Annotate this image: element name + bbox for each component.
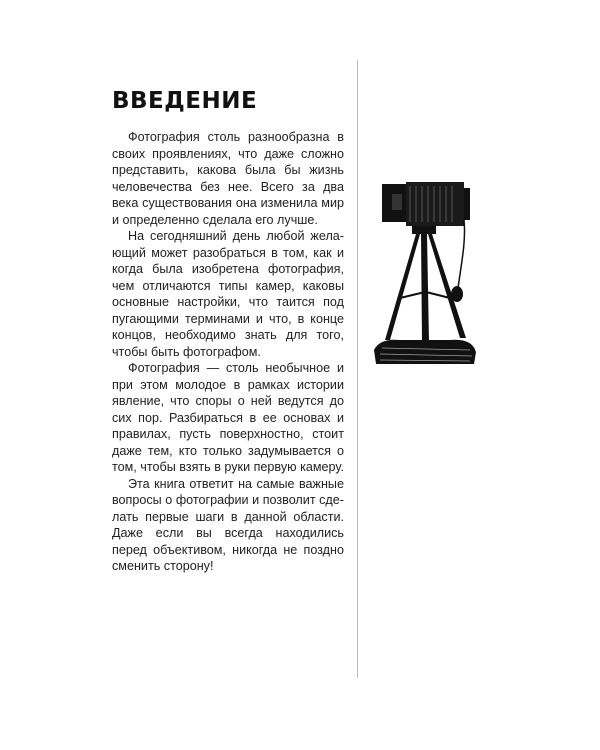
chapter-title: ВВЕДЕНИЕ [112, 88, 258, 114]
body-text [112, 129, 344, 575]
vintage-camera-on-tripod-icon [370, 180, 480, 370]
paragraph-4: Эта книга ответит на самые важные вопросы о фотографии и позволит сделать первые шаги в данной области. Даже если вы всегда находились перед объективом, никогда не поздно сменить сторону! [112, 476, 344, 573]
paragraph-2: На сегодняшний день любой желающий может разобраться в том, как и когда была изобретена фотография, чем отличаются типы камер, каковы основные настройки, что таится под пугающими терминами и что, в конце концов, необходимо знать для того, чтобы быть фотографом. [112, 229, 344, 359]
paragraph-1: Фотография столь разнообразна в своих проявлениях, что даже сложно представить, какова была бы жизнь человечества без нее. Всего за два века существования она изменила мир и определенно сделала его лучше. [112, 130, 344, 227]
paragraph-3: Фотография — столь необычное и при этом молодое в рамках истории явление, что споры о ней ведутся до сих пор. Разбираться в ее основах и правилах, пусть поверхностно, стоит даже тем, кто только задумывается о том, чтобы взять в руки первую камеру. [112, 361, 344, 474]
column-divider [357, 60, 358, 678]
